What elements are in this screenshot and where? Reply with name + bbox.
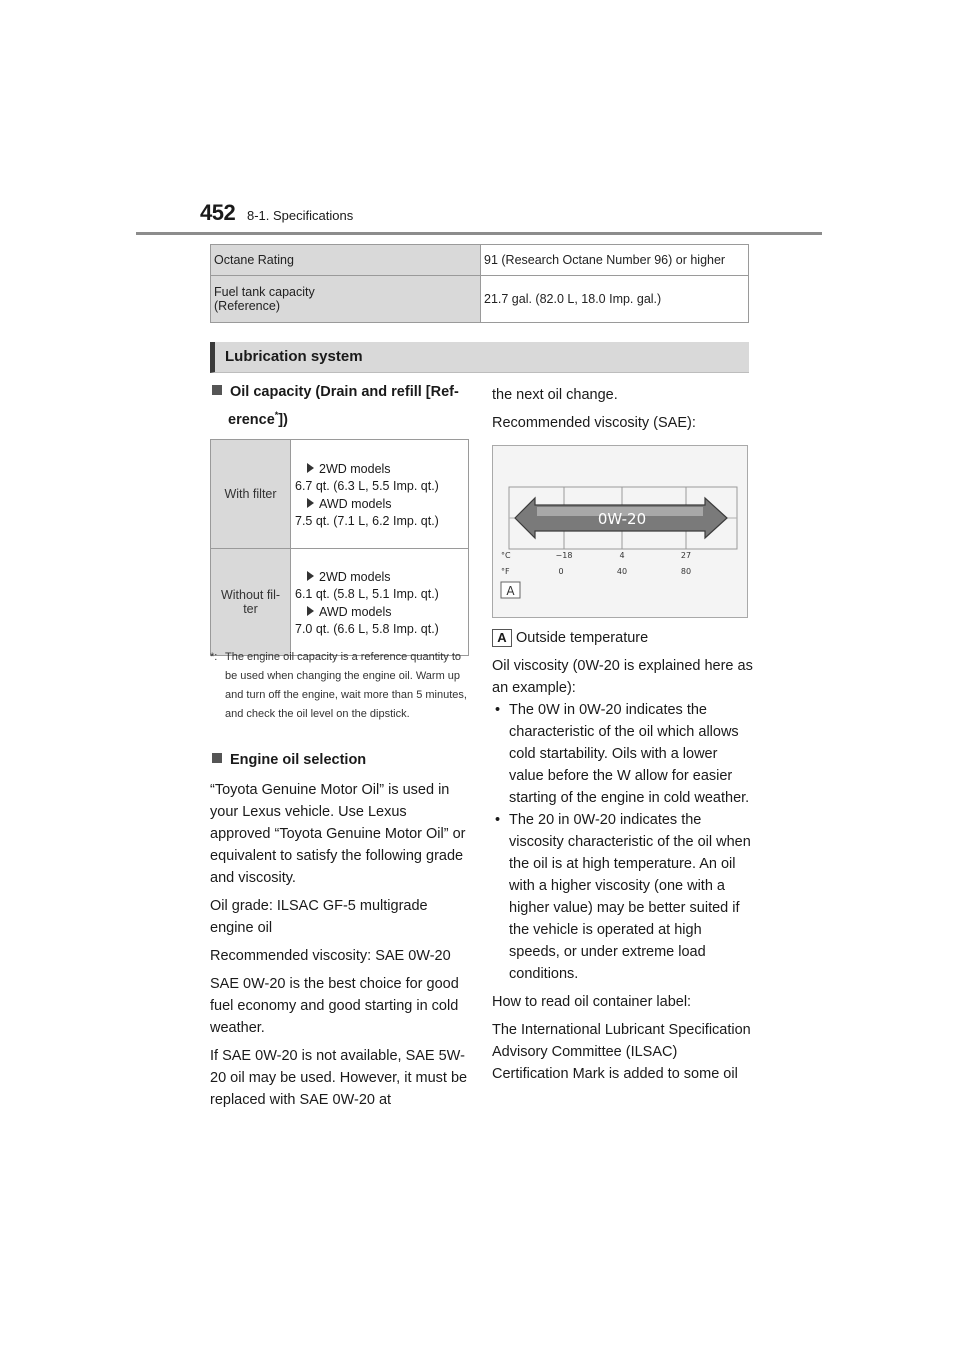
octane-value: 91 (Research Octane Number 96) or higher	[481, 245, 749, 276]
paragraph: Oil grade: ILSAC GF-5 multigrade engine oil	[210, 898, 428, 936]
paragraph: Recommended viscosity: SAE 0W-20	[210, 948, 451, 964]
arrow-right-icon	[307, 606, 314, 616]
table-row	[211, 440, 469, 549]
paragraph: SAE 0W-20 is the best choice for good fuel economy and good starting in cold weather.	[210, 976, 459, 1036]
square-bullet-icon	[212, 753, 222, 763]
tick-label-c: 4	[619, 551, 625, 560]
without-filter-label-line2: ter	[243, 602, 258, 616]
list-item: • The 0W in 0W-20 indicates the characteristic of the oil which allows cold startability. Oils with a lower value before the W allow for easier starting of the engine in cold weather.	[492, 699, 754, 809]
lubrication-heading-text: Lubrication system	[225, 348, 363, 365]
paragraph: “Toyota Genuine Motor Oil” is used in your Lexus vehicle. Use Lexus approved “Toyota Genuine Motor Oil” or equivalent to satisfy the following grade and viscosity.	[210, 782, 466, 886]
tick-label-f: 40	[616, 567, 628, 576]
viscosity-chart-graphic	[493, 446, 747, 617]
oil-capacity-heading-line2: erence	[228, 411, 275, 428]
footnote-mark: *:	[210, 651, 218, 663]
engine-oil-selection-heading	[212, 752, 366, 768]
engine-oil-selection-heading-text: Engine oil selection	[230, 752, 367, 768]
without-filter-label-line1: Without fil-	[220, 588, 281, 602]
footnote-ref: *	[274, 410, 279, 420]
viscosity-bullets	[492, 699, 754, 985]
oil-grade-label: 0W-20	[597, 510, 647, 528]
lubrication-heading	[210, 342, 749, 373]
right-body-text	[492, 627, 754, 1091]
fuel-tank-label-line2: (Reference)	[214, 299, 280, 313]
paragraph: How to read oil container label:	[492, 994, 692, 1010]
without-filter-values	[291, 549, 469, 656]
left-body-text	[210, 779, 468, 1117]
footnote-text: The engine oil capacity is a reference quantity to be used when changing the engine oil. Warm up and turn off the engine, wait more than 5 minutes, and check the oil level on the dipstick.	[225, 651, 467, 720]
paragraph: Recommended viscosity (SAE):	[492, 415, 696, 431]
table-row	[211, 276, 749, 323]
capacity-value: 7.0 qt. (6.6 L, 5.8 Imp. qt.)	[295, 621, 439, 636]
paragraph: The International Lubricant Specification Advisory Committee (ILSAC) Certification Mark is added to some oil	[492, 1022, 751, 1082]
legend-tag: A	[492, 629, 512, 647]
fuel-tank-value: 21.7 gal. (82.0 L, 18.0 Imp. gal.)	[481, 276, 749, 323]
octane-label: Octane Rating	[211, 245, 481, 276]
oil-capacity-table	[210, 439, 469, 656]
tick-label-c: 27	[680, 551, 692, 560]
oil-capacity-heading-end: ])	[278, 411, 288, 428]
tick-label-c: −18	[555, 551, 573, 560]
fuel-tank-label-line1: Fuel tank capacity	[214, 285, 315, 299]
arrow-right-icon	[307, 463, 314, 473]
callout-label: A	[506, 584, 515, 598]
without-filter-label	[211, 549, 291, 656]
paragraph: the next oil change.	[492, 387, 618, 403]
oil-capacity-heading-cont	[228, 410, 288, 428]
paragraph: If SAE 0W-20 is not available, SAE 5W-20 oil may be used. However, it must be replaced with SAE 0W-20 at	[210, 1048, 468, 1108]
tick-label-f: 80	[680, 567, 692, 576]
page-number: 452	[200, 200, 236, 225]
with-filter-values	[291, 440, 469, 549]
header-rule	[136, 232, 822, 235]
fahrenheit-unit: °F	[501, 567, 510, 576]
legend	[492, 627, 754, 649]
capacity-value: 6.7 qt. (6.3 L, 5.5 Imp. qt.)	[295, 478, 439, 493]
list-item: • The 20 in 0W-20 indicates the viscosity characteristic of the oil when the oil is at high temperature. An oil with a higher viscosity (one with a higher value) may be better suited if the vehicle is operated at high speeds, or under extreme load conditions.	[492, 809, 754, 985]
oil-capacity-heading-line1: Oil capacity (Drain and refill [Ref-	[230, 384, 459, 400]
model-label: AWD models	[319, 497, 392, 511]
capacity-value: 6.1 qt. (5.8 L, 5.1 Imp. qt.)	[295, 586, 439, 601]
tick-label-f: 0	[558, 567, 564, 576]
model-label: 2WD models	[319, 570, 391, 584]
square-bullet-icon	[212, 385, 222, 395]
arrow-right-icon	[307, 571, 314, 581]
footnote	[210, 648, 470, 724]
with-filter-label: With filter	[211, 440, 291, 549]
table-row	[211, 549, 469, 656]
right-top-text	[492, 384, 754, 440]
celsius-unit: °C	[501, 551, 511, 560]
section-title: 8-1. Specifications	[247, 208, 354, 223]
viscosity-chart	[492, 445, 748, 618]
model-label: 2WD models	[319, 462, 391, 476]
model-label: AWD models	[319, 605, 392, 619]
fuel-spec-table	[210, 244, 749, 323]
oil-capacity-heading	[212, 384, 459, 400]
fuel-tank-label	[211, 276, 481, 323]
table-row	[211, 245, 749, 276]
paragraph: Oil viscosity (0W-20 is explained here as an example):	[492, 658, 753, 696]
arrow-right-icon	[307, 498, 314, 508]
capacity-value: 7.5 qt. (7.1 L, 6.2 Imp. qt.)	[295, 513, 439, 528]
legend-text: Outside temperature	[516, 630, 649, 646]
